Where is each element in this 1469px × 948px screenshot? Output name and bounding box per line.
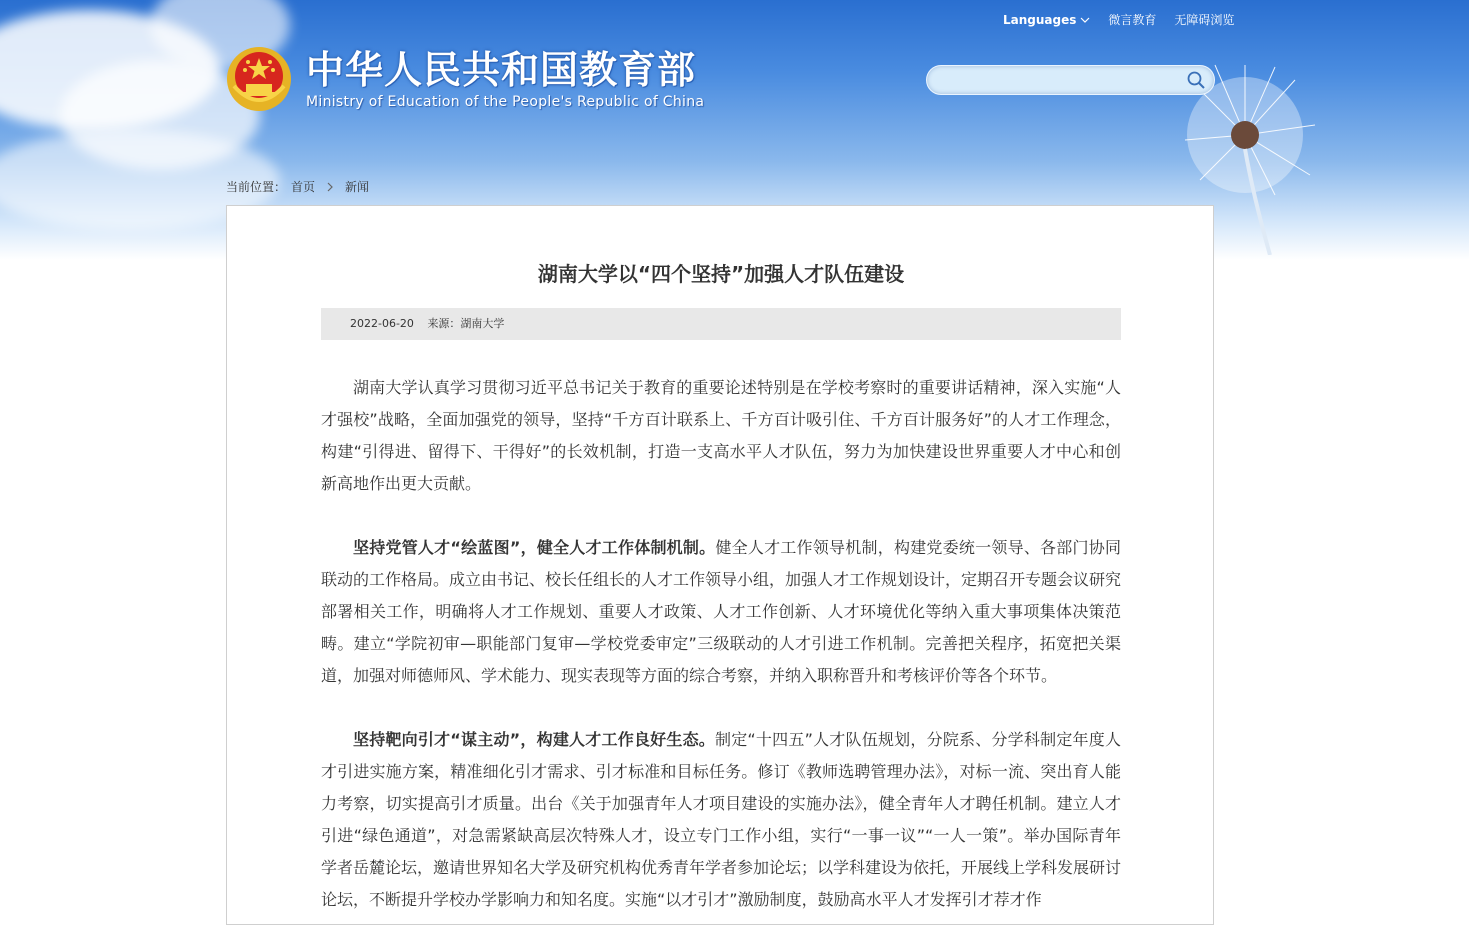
languages-label: Languages xyxy=(1003,12,1077,27)
national-emblem-icon xyxy=(226,46,292,112)
breadcrumb-home-link[interactable]: 首页 xyxy=(291,180,316,194)
site-logo[interactable] xyxy=(226,46,704,112)
chevron-down-icon xyxy=(1080,16,1090,24)
paragraph-text: 制定“十四五”人才队伍规划，分院系、分学科制定年度人才引进实施方案，精准细化引才需求、引才标准和目标任务。修订《教师选聘管理办法》，对标一流、突出育人能力考察，切实提高引才质量。出台《关于加强青年人才项目建设的实施办法》，健全青年人才聘任机制。建立人才引进“绿色通道”，对急需紧缺高层次特殊人才，设立专门工作小组，实行“一事一议”“一人一策”。举办国际青年学者岳麓论坛，邀请世界知名大学及研究机构优秀青年学者参加论坛；以学科建设为依托，开展线上学科发展研讨论坛，不断提升学校办学影响力和知名度。实施“以才引才”激励制度，鼓励高水平人才发挥引才荐才作 xyxy=(321,730,1122,909)
top-links xyxy=(1003,11,1234,28)
logo-title-cn: 中华人民共和国教育部 xyxy=(306,48,697,92)
languages-dropdown[interactable] xyxy=(1003,13,1090,27)
paragraph-text: 健全人才工作领导机制，构建党委统一领导、各部门协同联动的工作格局。成立由书记、校长任组长的人才工作领导小组，加强人才工作规划设计，定期召开专题会议研究部署相关工作，明确将人才工作规划、重要人才政策、人才工作创新、人才环境优化等纳入重大事项集体决策范畴。建立“学院初审—职能部门复审—学校党委审定”三级联动的人才引进工作机制。完善把关程序，拓宽把关渠道，加强对师德师风、学术能力、现实表现等方面的综合考察，并纳入职称晋升和考核评价等各个环节。 xyxy=(321,538,1122,685)
article-body xyxy=(321,372,1121,948)
search-icon[interactable] xyxy=(1186,70,1206,90)
article-paragraph xyxy=(321,532,1121,692)
article-paragraph xyxy=(321,372,1121,500)
logo-title-en: Ministry of Education of the People's Republic of China xyxy=(306,94,705,110)
article-source: 来源：湖南大学 xyxy=(427,317,505,330)
breadcrumb xyxy=(226,178,369,195)
search-box xyxy=(926,65,1215,95)
article-container xyxy=(226,205,1214,925)
article-title: 湖南大学以“四个坚持”加强人才队伍建设 xyxy=(537,262,905,286)
accessibility-link[interactable]: 无障碍浏览 xyxy=(1174,13,1235,27)
paragraph-heading: 坚持党管人才“绘蓝图”，健全人才工作体制机制。 xyxy=(353,538,716,557)
weiyan-link[interactable]: 微言教育 xyxy=(1108,13,1157,27)
breadcrumb-prefix: 当前位置： xyxy=(226,180,287,194)
article-date: 2022-06-20 xyxy=(350,317,414,330)
paragraph-heading: 坚持靶向引才“谋主动”，构建人才工作良好生态。 xyxy=(353,730,715,749)
search-input[interactable] xyxy=(939,70,1183,92)
chevron-right-icon xyxy=(326,182,334,192)
article-meta xyxy=(321,308,1121,340)
paragraph-text: 湖南大学认真学习贯彻习近平总书记关于教育的重要论述特别是在学校考察时的重要讲话精神，深入实施“人才强校”战略，全面加强党的领导，坚持“千方百计联系上、千方百计吸引住、千方百计服务好”的人才工作理念，构建“引得进、留得下、干得好”的长效机制，打造一支高水平人才队伍，努力为加快建设世界重要人才中心和创新高地作出更大贡献。 xyxy=(321,378,1121,493)
article-paragraph xyxy=(321,724,1121,916)
breadcrumb-news-link[interactable]: 新闻 xyxy=(345,180,370,194)
